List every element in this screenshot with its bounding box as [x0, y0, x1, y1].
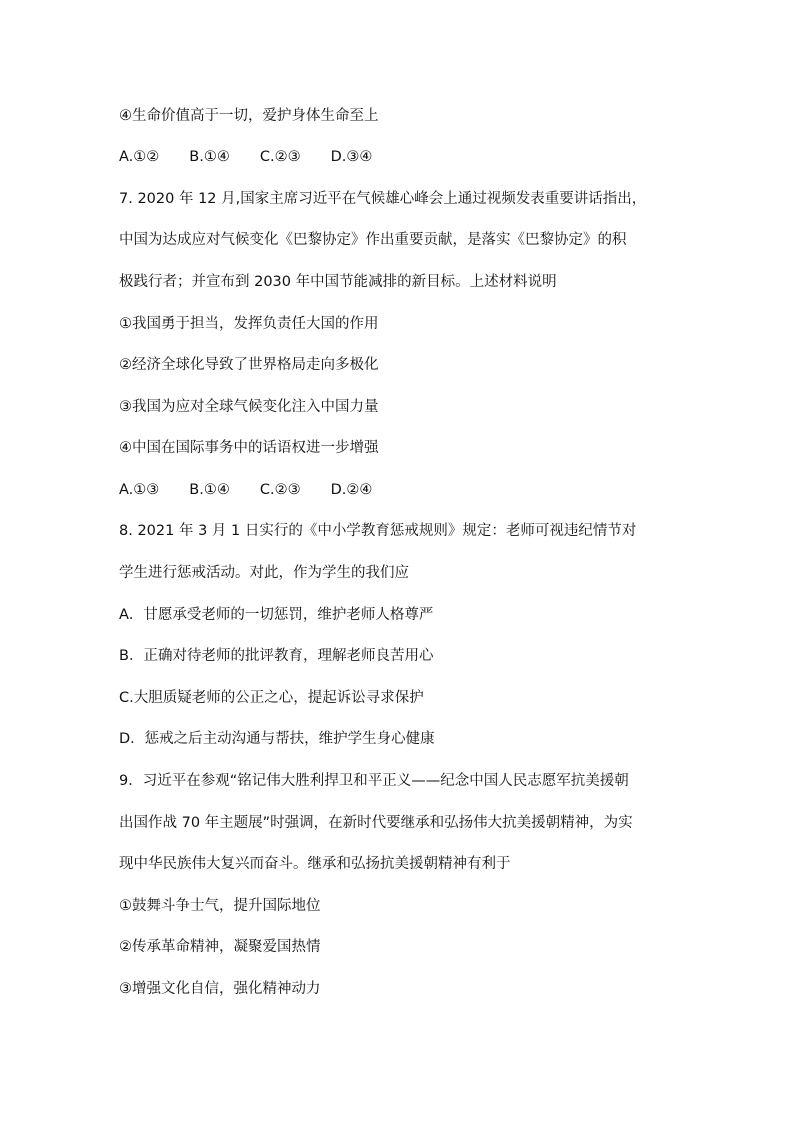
q7-option-c: C.②③ — [259, 482, 301, 498]
q9-item-3: ③增强文化自信，强化精神动力 — [119, 981, 321, 997]
q9-stem-line-2: 出国作战 70 年主题展”时强调，在新时代要继承和弘扬伟大抗美援朝精神，为实 — [119, 815, 633, 831]
q7-option-d: D.②④ — [330, 482, 373, 498]
q6-option-c: C.②③ — [259, 149, 301, 165]
q8-option-c: C.大胆质疑老师的公正之心，提起诉讼寻求保护 — [119, 690, 424, 706]
q7-option-a: A.①③ — [119, 482, 160, 498]
q7-option-b: B.①④ — [189, 482, 230, 498]
q7-stem-line-1: 7. 2020 年 12 月,国家主席习近平在气候雄心峰会上通过视频发表重要讲话指出， — [119, 191, 647, 207]
q8-option-d: D．惩戒之后主动沟通与帮扶，维护学生身心健康 — [119, 731, 435, 747]
q6-item-4: ④生命价值高于一切，爱护身体生命至上 — [119, 108, 379, 124]
q7-stem-line-2: 中国为达成应对气候变化《巴黎协定》作出重要贡献，是落实《巴黎协定》的积 — [119, 232, 627, 248]
q9-item-2: ②传承革命精神，凝聚爱国热情 — [119, 939, 321, 955]
q6-option-d: D.③④ — [330, 149, 373, 165]
q6-option-b: B.①④ — [189, 149, 230, 165]
q8-option-a: A．甘愿承受老师的一切惩罚，维护老师人格尊严 — [119, 607, 434, 623]
q9-stem-line-3: 现中华民族伟大复兴而奋斗。继承和弘扬抗美援朝精神有利于 — [119, 856, 511, 872]
q7-item-1: ①我国勇于担当，发挥负责任大国的作用 — [119, 316, 379, 332]
q6-options — [119, 147, 689, 167]
q8-option-b: B．正确对待老师的批评教育，理解老师良苦用心 — [119, 648, 434, 664]
q8-stem-line-2: 学生进行惩戒活动。对此，作为学生的我们应 — [119, 565, 409, 581]
q7-item-2: ②经济全球化导致了世界格局走向多极化 — [119, 357, 379, 373]
q9-item-1: ①鼓舞斗争士气，提升国际地位 — [119, 898, 321, 914]
q9-stem-line-1: 9．习近平在参观“铭记伟大胜利捍卫和平正义——纪念中国人民志愿军抗美援朝 — [119, 773, 629, 789]
q6-option-a: A.①② — [119, 149, 160, 165]
q7-item-3: ③我国为应对全球气候变化注入中国力量 — [119, 399, 379, 415]
q7-stem-line-3: 极践行者；并宣布到 2030 年中国节能减排的新目标。上述材料说明 — [119, 274, 557, 290]
q7-item-4: ④中国在国际事务中的话语权进一步增强 — [119, 440, 379, 456]
q7-options — [119, 480, 689, 500]
q8-stem-line-1: 8. 2021 年 3 月 1 日实行的《中小学教育惩戒规则》规定：老师可视违纪情节对 — [119, 523, 637, 539]
